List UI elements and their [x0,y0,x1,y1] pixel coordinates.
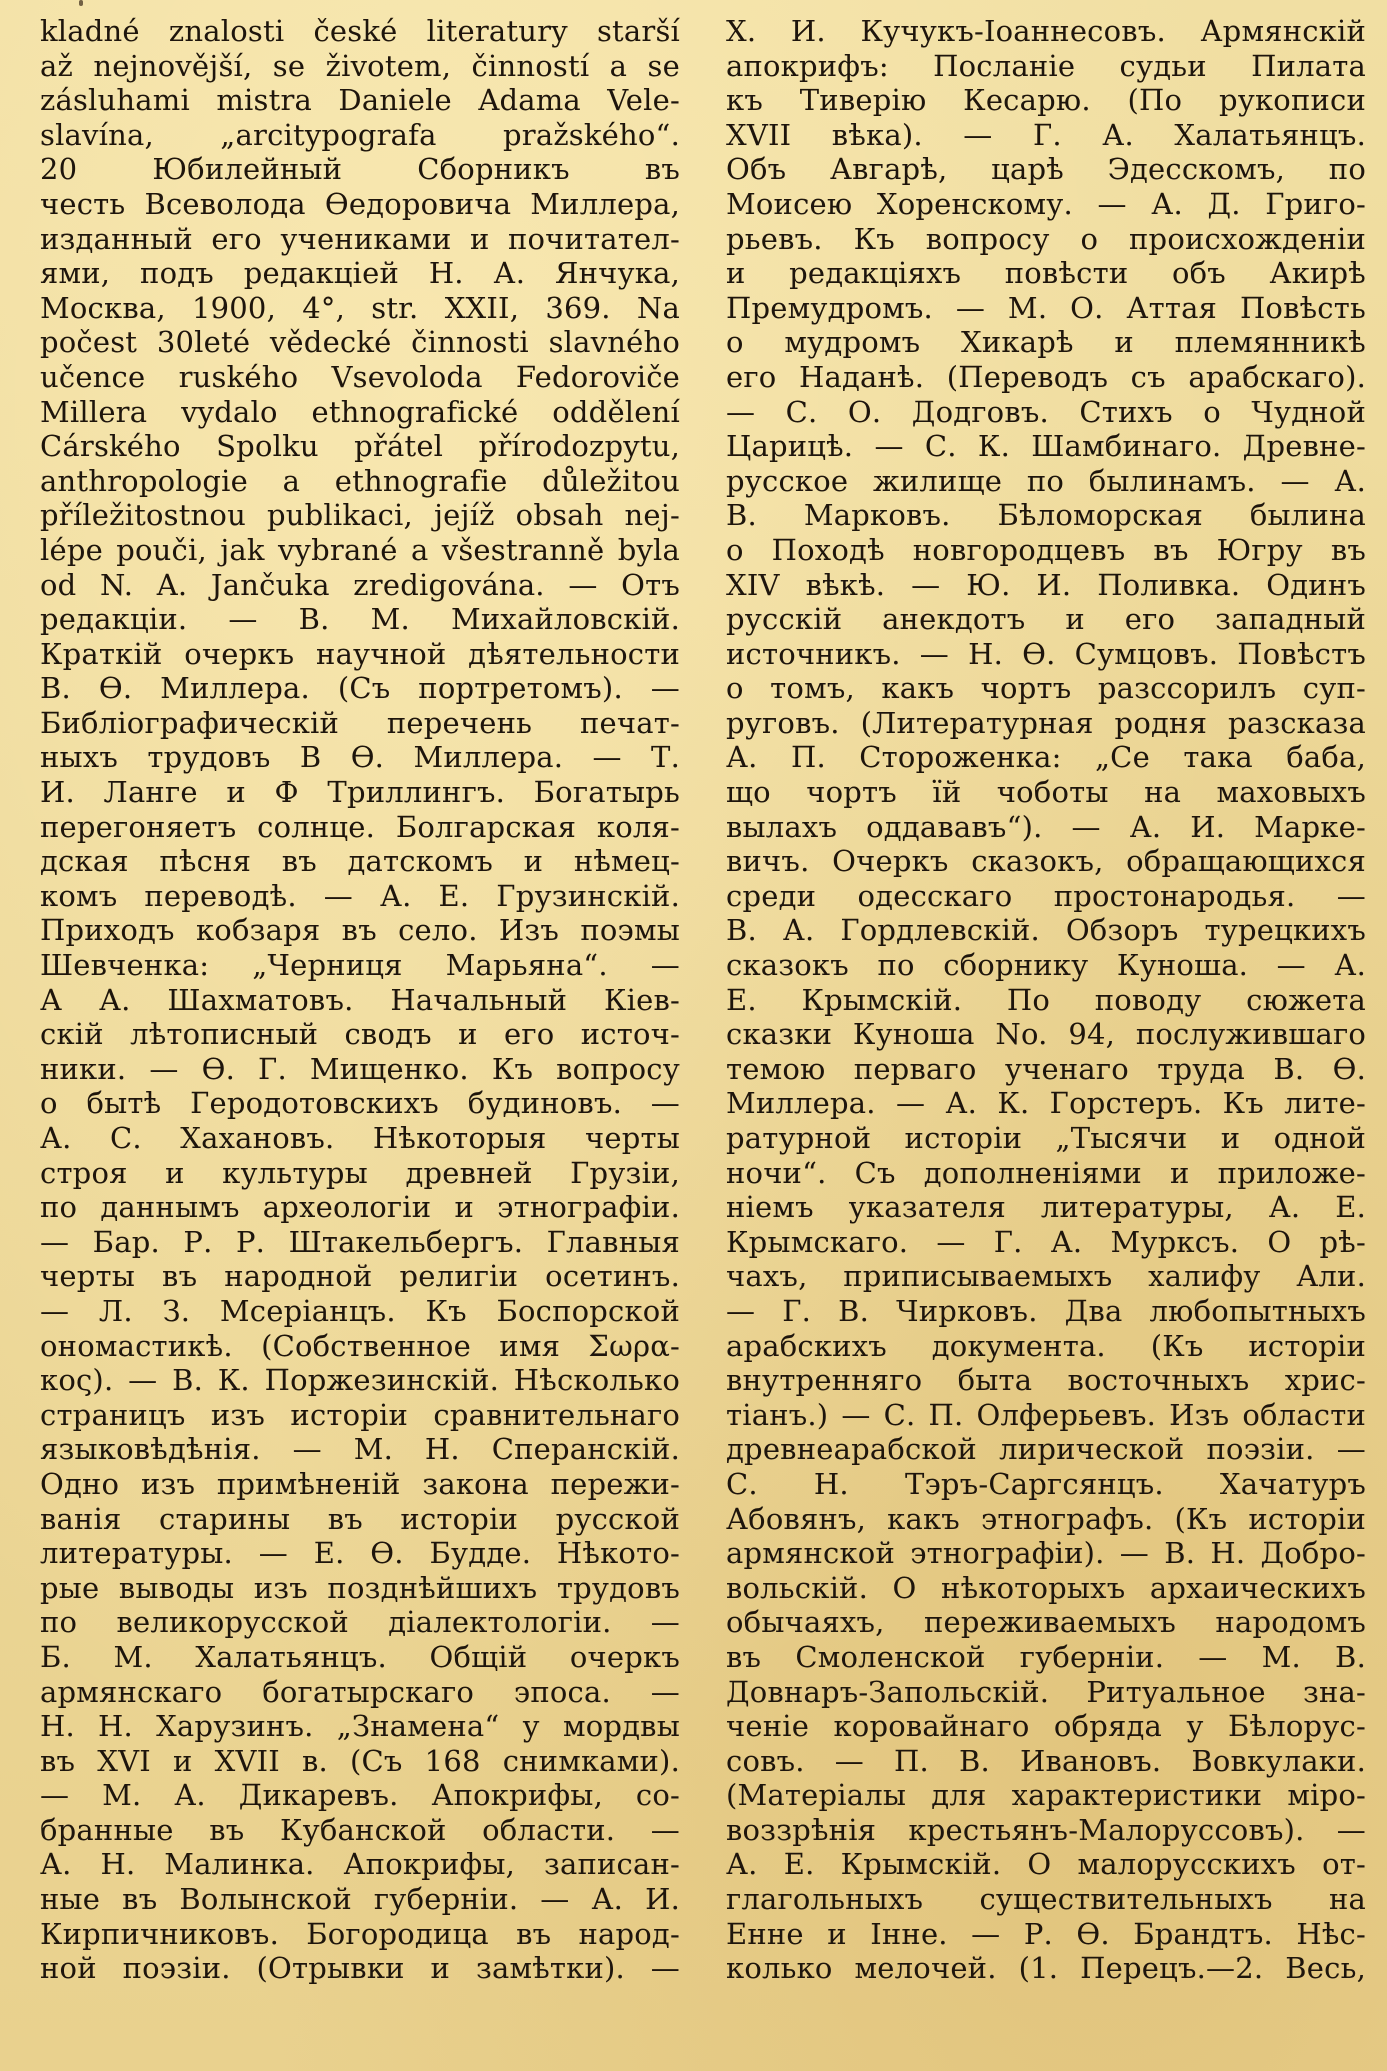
text-line: Кирпичниковъ. Богородица въ народ- [40,1916,680,1951]
text-line: 20 Юбилейный Сборникъ въ [40,152,680,187]
text-line: армянской этнографіи). — В. Н. Добро- [726,1536,1366,1571]
text-line: Краткій очеркъ научной дѣятельности [40,636,680,671]
text-line: zásluhami mistra Daniele Adama Vele- [40,83,680,118]
text-line: XIV вѣкѣ. — Ю. И. Поливка. Одинъ [726,567,1366,602]
text-line: обычаяхъ, переживаемыхъ народомъ [726,1605,1366,1640]
text-line: сказки Куноша No. 94, послужившаго [726,1017,1366,1052]
text-line: В. А. Гордлевскій. Обзоръ турецкихъ [726,913,1366,948]
text-line: Крымскаго. — Г. А. Мурксъ. О рѣ- [726,1224,1366,1259]
text-line: počest 30leté vědecké činnosti slavného [40,325,680,360]
text-line: А. П. Стороженка: „Се така баба, [726,740,1366,775]
right-text-column [726,14,1366,1986]
text-line: κος). — В. К. Поржезинскій. Нѣсколько [40,1363,680,1398]
text-line: — С. О. Додговъ. Стихъ о Чудной [726,394,1366,429]
text-line: строя и культуры древней Грузіи, [40,1155,680,1190]
text-line: по даннымъ археологіи и этнографіи. [40,1190,680,1225]
text-line: источникъ. — Н. Ө. Сумцовъ. Повѣстъ [726,636,1366,671]
text-line: od N. A. Jančuka zredigována. — Отъ [40,567,680,602]
text-line: — М. А. Дикаревъ. Апокрифы, со- [40,1778,680,1813]
text-line: що чортъ їй чоботы на маховыхъ [726,775,1366,810]
text-line: въ XVI и XVII в. (Съ 168 снимками). [40,1743,680,1778]
text-line: (Матеріалы для характеристики міро- [726,1778,1366,1813]
text-line: о бытѣ Геродотовскихъ будиновъ. — [40,1086,680,1121]
text-line: ной поэзіи. (Отрывки и замѣтки). — [40,1951,680,1986]
text-line: Москва, 1900, 4°, str. XXII, 369. Na [40,290,680,325]
text-line: lépe pouči, jak vybrané a všestranně byla [40,532,680,567]
text-line: В. Ө. Миллера. (Съ портретомъ). — [40,671,680,706]
text-line: Одно изъ примѣненій закона пережи- [40,1466,680,1501]
text-line: сказокъ по сборнику Куноша. — А. [726,948,1366,983]
text-line: вольскій. О нѣкоторыхъ архаическихъ [726,1570,1366,1605]
text-line: Cárského Spolku přátel přírodozpytu, [40,429,680,464]
text-line: И. Ланге и Ф Триллингъ. Богатырь [40,775,680,810]
text-line: Енне и Інне. — Р. Ө. Брандтъ. Нѣс- [726,1916,1366,1951]
text-line: až nejnovější, se životem, činností a se [40,48,680,83]
text-line: о мудромъ Хикарѣ и племянникѣ [726,325,1366,360]
text-line: kladné znalosti české literatury starší [40,14,680,48]
text-line: русскій анекдотъ и его западный [726,602,1366,637]
text-line: внутренняго быта восточныхъ хрис- [726,1363,1366,1398]
text-line: комъ переводѣ. — А. Е. Грузинскій. [40,878,680,913]
text-line: učence ruského Vsevoloda Fedoroviče [40,359,680,394]
text-line: Библіографическій перечень печат- [40,705,680,740]
text-line: русское жилище по былинамъ. — А. [726,463,1366,498]
text-line: страницъ изъ исторіи сравнительнаго [40,1397,680,1432]
text-line: ночи“. Съ дополненіями и приложе- [726,1155,1366,1190]
text-line: А. Е. Крымскій. О малорусскихъ от- [726,1847,1366,1882]
text-line: А А. Шахматовъ. Начальный Кіев- [40,982,680,1017]
text-line: Царицѣ. — С. К. Шамбинаго. Древне- [726,429,1366,464]
text-line: его Наданѣ. (Переводъ съ арабскаго). [726,359,1366,394]
text-line: XVII вѣка). — Г. А. Халатьянцъ. [726,117,1366,152]
text-line: Моисею Хоренскому. — А. Д. Григо- [726,186,1366,221]
text-line: рьевъ. Къ вопросу о происхожденіи [726,221,1366,256]
text-line: ніемъ указателя литературы, А. Е. [726,1190,1366,1225]
text-line: воззрѣнія крестьянъ-Малоруссовъ). — [726,1812,1366,1847]
text-line: ныхъ трудовъ В Ө. Миллера. — Т. [40,740,680,775]
text-line: Объ Авгарѣ, царѣ Эдесскомъ, по [726,152,1366,187]
text-line: А. С. Хахановъ. Нѣкоторыя черты [40,1121,680,1155]
text-line: глагольныхъ существительныхъ на [726,1882,1366,1917]
text-line: příležitostnou publikaci, jejíž obsah nej- [40,498,680,533]
text-line: ономастикѣ. (Собственное имя Σωρα- [40,1328,680,1363]
text-line: перегоняетъ солнце. Болгарская коля- [40,809,680,844]
text-line: руговъ. (Литературная родня разсказа [726,705,1366,740]
text-line: языковѣдѣнія. — М. Н. Сперанскій. [40,1432,680,1467]
text-line: армянскаго богатырскаго эпоса. — [40,1674,680,1709]
text-line: колько мелочей. (1. Перецъ.—2. Весь, [726,1951,1366,1986]
text-line: изданный его учениками и почитател- [40,221,680,256]
text-line: Millera vydalo ethnografické oddělení [40,394,680,429]
text-line: къ Тиверію Кесарю. (По рукописи [726,83,1366,118]
text-line: по великорусской діалектологіи. — [40,1605,680,1640]
text-line: Х. И. Кучукъ-Іоаннесовъ. Армянскій [726,14,1366,48]
text-line: литературы. — Е. Ө. Будде. Нѣкото- [40,1536,680,1571]
text-line: честь Всеволода Өедоровича Миллера, [40,186,680,221]
text-line: среди одесскаго простонародья. — [726,878,1366,913]
text-line: Б. М. Халатьянцъ. Общій очеркъ [40,1639,680,1674]
text-line: Приходъ кобзаря въ село. Изъ поэмы [40,913,680,948]
text-line: ченіе коровайнаго обряда у Бѣлорус- [726,1709,1366,1744]
text-line: Н. Н. Харузинъ. „Знамена“ у мордвы [40,1709,680,1744]
text-line: В. Марковъ. Бѣломорская былина [726,498,1366,533]
text-line: slavína, „arcitypografa pražského“. [40,117,680,152]
text-line: Довнаръ-Запольскій. Ритуальное зна- [726,1674,1366,1709]
text-line: — Бар. Р. Р. Штакельбергъ. Главныя [40,1224,680,1259]
text-line: А. Н. Малинка. Апокрифы, записан- [40,1847,680,1882]
text-line: Миллера. — А. К. Горстеръ. Къ лите- [726,1086,1366,1121]
text-line: ратурной исторіи „Тысячи и одной [726,1121,1366,1155]
text-line: совъ. — П. В. Ивановъ. Вовкулаки. [726,1743,1366,1778]
text-line: скій лѣтописный сводъ и его источ- [40,1017,680,1052]
text-line: ники. — Ө. Г. Мищенко. Къ вопросу [40,1051,680,1086]
text-line: Абовянъ, какъ этнографъ. (Къ исторіи [726,1501,1366,1536]
text-line: о томъ, какъ чортъ разссорилъ суп- [726,671,1366,706]
text-line: рые выводы изъ позднѣйшихъ трудовъ [40,1570,680,1605]
text-line: арабскихъ документа. (Къ исторіи [726,1328,1366,1363]
text-line: Премудромъ. — М. О. Аттая Повѣсть [726,290,1366,325]
text-line: ванія старины въ исторіи русской [40,1501,680,1536]
text-line: апокрифъ: Посланіе судьи Пилата [726,48,1366,83]
text-line: въ Смоленской губерніи. — М. В. [726,1639,1366,1674]
text-line: ные въ Волынской губерніи. — А. И. [40,1882,680,1917]
text-line: дская пѣсня въ датскомъ и нѣмец- [40,844,680,879]
text-line: — Г. В. Чирковъ. Два любопытныхъ [726,1293,1366,1328]
text-line: древнеарабской лирической поэзіи. — [726,1432,1366,1467]
text-line: вичъ. Очеркъ сказокъ, обращающихся [726,844,1366,879]
text-line: о Походѣ новгородцевъ въ Югру въ [726,532,1366,567]
text-line: бранные въ Кубанской области. — [40,1812,680,1847]
ink-speck [79,0,83,6]
text-line: — Л. З. Мсеріанцъ. Къ Боспорской [40,1293,680,1328]
text-line: тіанъ.) — С. П. Олферьевъ. Изъ области [726,1397,1366,1432]
text-line: anthropologie a ethnografie důležitou [40,463,680,498]
text-line: вылахъ оддававъ“). — А. И. Марке- [726,809,1366,844]
text-line: черты въ народной религіи осетинъ. [40,1259,680,1294]
left-text-column [40,14,680,1986]
text-line: Е. Крымскій. По поводу сюжета [726,982,1366,1017]
text-line: С. Н. Тэръ-Саргсянцъ. Хачатуръ [726,1466,1366,1501]
text-line: чахъ, приписываемыхъ халифу Али. [726,1259,1366,1294]
text-line: темою перваго ученаго труда В. Ө. [726,1051,1366,1086]
text-line: ями, подъ редакціей Н. А. Янчука, [40,256,680,291]
text-line: редакціи. — В. М. Михайловскій. [40,602,680,637]
text-line: и редакціяхъ повѣсти объ Акирѣ [726,256,1366,291]
text-line: Шевченка: „Черниця Марьяна“. — [40,948,680,983]
